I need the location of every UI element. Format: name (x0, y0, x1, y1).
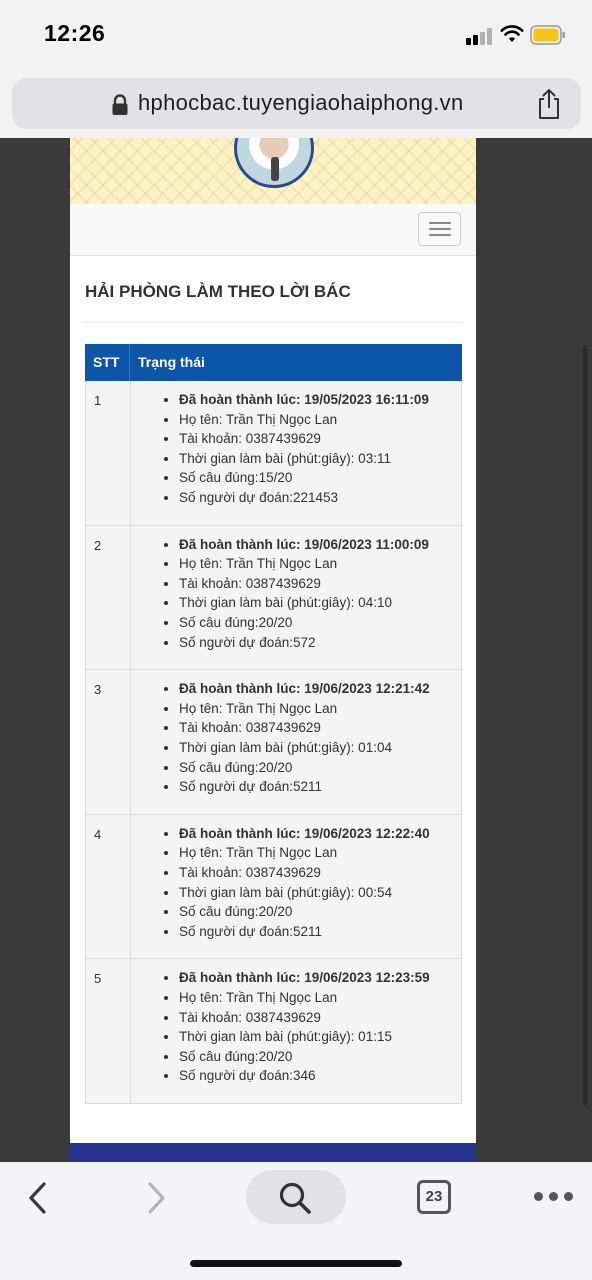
wifi-icon (500, 24, 524, 44)
status-time: 12:26 (44, 20, 106, 46)
completed-time: • Đã hoàn thành lúc: 19/06/2023 11:00:09 (179, 535, 429, 555)
row-number: 4 (86, 815, 131, 959)
page-title: HẢI PHÒNG LÀM THEO LỜI BÁC (85, 282, 351, 301)
chevron-left-icon[interactable] (24, 1180, 52, 1216)
correct-answers: • Số câu đúng:20/20 (179, 902, 430, 922)
account: • Tài khoản: 0387439629 (179, 1008, 430, 1028)
account: • Tài khoản: 0387439629 (179, 574, 429, 594)
full-name: • Họ tên: Trần Thị Ngọc Lan (179, 554, 429, 574)
prediction: • Số người dự đoán:221453 (179, 488, 429, 508)
browser-address-area (0, 70, 592, 138)
completed-time: • Đã hoàn thành lúc: 19/06/2023 12:21:42 (179, 679, 430, 699)
site-footer (70, 1143, 476, 1162)
row-number: 1 (86, 381, 131, 525)
duration: • Thời gian làm bài (phút:giây): 00:54 (179, 883, 430, 903)
row-number: 5 (86, 959, 131, 1103)
hamburger-icon (429, 222, 451, 224)
column-header-status: Trạng thái (138, 354, 205, 370)
portrait-image (234, 138, 314, 188)
correct-answers: • Số câu đúng:20/20 (179, 613, 429, 633)
lock-icon (110, 94, 130, 116)
table-row (85, 381, 462, 526)
cellular-signal-icon (466, 27, 494, 45)
prediction: • Số người dự đoán:5211 (179, 777, 430, 797)
full-name: • Họ tên: Trần Thị Ngọc Lan (179, 843, 430, 863)
account: • Tài khoản: 0387439629 (179, 718, 430, 738)
column-header-stt: STT (85, 344, 130, 381)
full-name: • Họ tên: Trần Thị Ngọc Lan (179, 988, 430, 1008)
prediction: • Số người dự đoán:5211 (179, 922, 430, 942)
completed-time: • Đã hoàn thành lúc: 19/06/2023 12:22:40 (179, 824, 430, 844)
duration: • Thời gian làm bài (phút:giây): 01:04 (179, 738, 430, 758)
hamburger-menu-button[interactable] (418, 212, 461, 246)
full-name: • Họ tên: Trần Thị Ngọc Lan (179, 410, 429, 430)
results-table (85, 344, 462, 1104)
browser-toolbar (0, 1162, 592, 1280)
share-icon[interactable] (536, 88, 562, 120)
row-number: 3 (86, 670, 131, 814)
account: • Tài khoản: 0387439629 (179, 863, 430, 883)
duration: • Thời gian làm bài (phút:giây): 03:11 (179, 449, 429, 469)
duration: • Thời gian làm bài (phút:giây): 01:15 (179, 1027, 430, 1047)
correct-answers: • Số câu đúng:20/20 (179, 1047, 430, 1067)
home-indicator[interactable] (190, 1260, 402, 1267)
table-header (85, 344, 462, 381)
tabs-icon[interactable]: 23 (417, 1180, 451, 1214)
search-button[interactable] (246, 1170, 346, 1224)
url-text: hphocbac.tuyengiaohaiphong.vn (138, 90, 464, 115)
prediction: • Số người dự đoán:346 (179, 1066, 430, 1086)
duration: • Thời gian làm bài (phút:giây): 04:10 (179, 593, 429, 613)
correct-answers: • Số câu đúng:20/20 (179, 758, 430, 778)
correct-answers: • Số câu đúng:15/20 (179, 468, 429, 488)
full-name: • Họ tên: Trần Thị Ngọc Lan (179, 699, 430, 719)
more-icon[interactable] (534, 1192, 574, 1202)
row-number: 2 (86, 526, 131, 670)
table-row (85, 959, 462, 1104)
table-row (85, 526, 462, 671)
completed-time: • Đã hoàn thành lúc: 19/06/2023 12:23:59 (179, 968, 430, 988)
search-icon (278, 1181, 312, 1215)
table-row (85, 815, 462, 960)
scroll-indicator[interactable] (583, 345, 587, 1105)
table-row (85, 670, 462, 815)
web-page (70, 138, 476, 1162)
address-bar[interactable] (12, 78, 581, 129)
account: • Tài khoản: 0387439629 (179, 429, 429, 449)
chevron-right-icon[interactable] (142, 1180, 170, 1216)
completed-time: • Đã hoàn thành lúc: 19/05/2023 16:11:09 (179, 390, 429, 410)
site-navbar (70, 204, 476, 256)
prediction: • Số người dự đoán:572 (179, 633, 429, 653)
site-banner (70, 138, 476, 204)
status-bar (0, 0, 592, 70)
divider (85, 322, 461, 323)
battery-icon (530, 25, 566, 45)
